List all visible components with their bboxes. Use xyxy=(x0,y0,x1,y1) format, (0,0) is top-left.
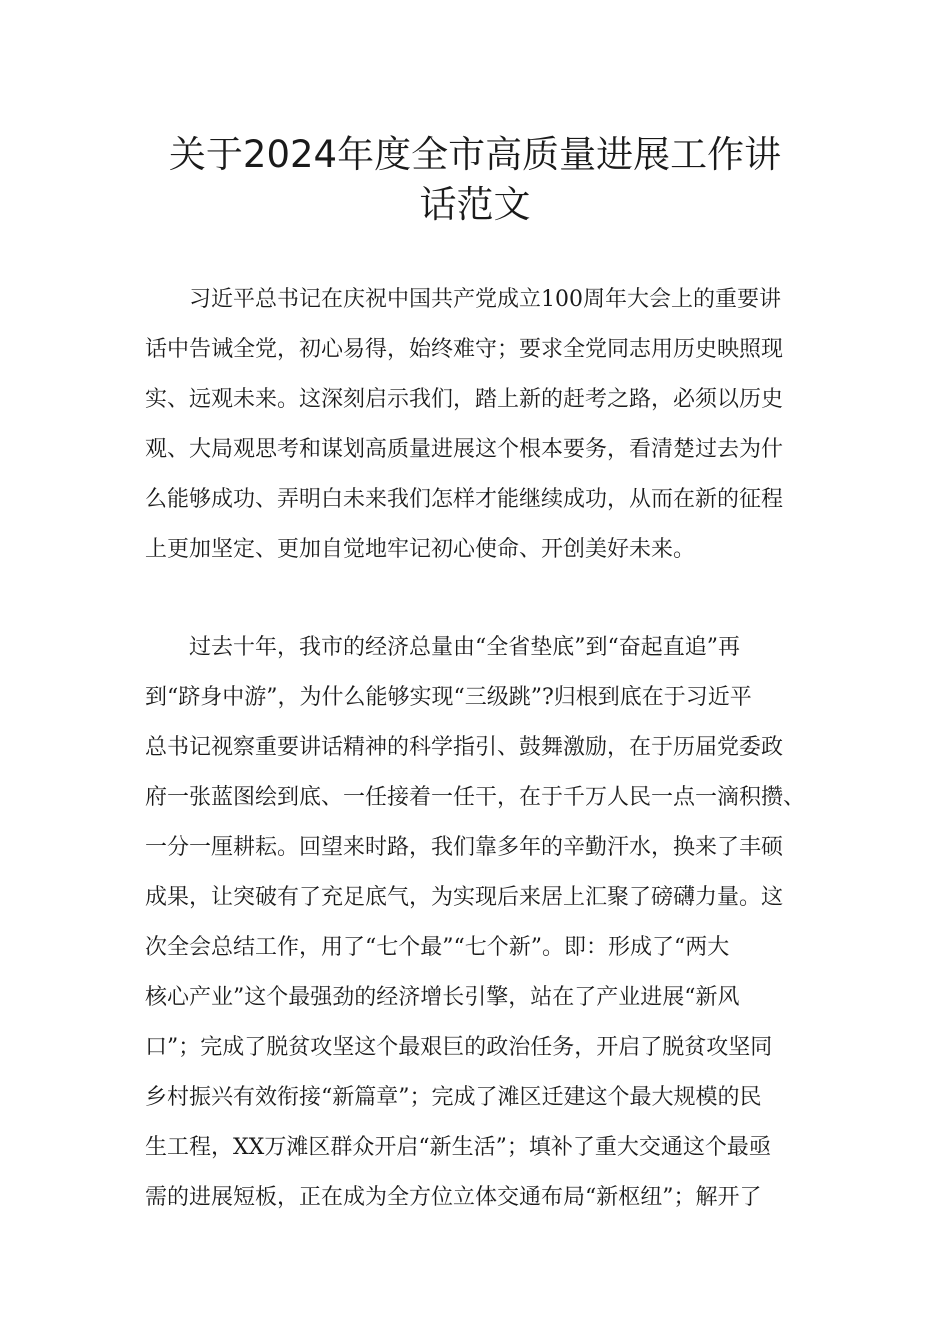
paragraph-1-line: 习近平总书记在庆祝中国共产党成立100周年大会上的重要讲 xyxy=(189,287,781,312)
paragraph-2-line: 生工程，XX万滩区群众开启“新生活”；填补了重大交通这个最亟 xyxy=(145,1135,771,1160)
paragraph-1-line: 实、远观未来。这深刻启示我们，踏上新的赶考之路，必须以历史 xyxy=(145,387,784,412)
document-title xyxy=(130,130,820,230)
paragraph-1-line: 观、大局观思考和谋划高质量进展这个根本要务，看清楚过去为什 xyxy=(145,437,784,462)
paragraph-2-line: 总书记视察重要讲话精神的科学指引、鼓舞激励，在于历届党委政 xyxy=(145,735,784,760)
paragraph-1-line: 话中告诫全党，初心易得，始终难守；要求全党同志用历史映照现 xyxy=(145,337,784,362)
paragraph-2-line: 过去十年，我市的经济总量由“全省垫底”到“奋起直追”再 xyxy=(189,635,740,660)
paragraph-2-line: 次全会总结工作，用了“七个最”“七个新”。即：形成了“两大 xyxy=(145,935,730,960)
title-line-1: 关于2024年度全市高质量进展工作讲 xyxy=(168,133,782,176)
paragraph-2-line: 府一张蓝图绘到底、一任接着一任干，在于千万人民一点一滴积攒、 xyxy=(145,785,806,810)
paragraph-2-line: 一分一厘耕耘。回望来时路，我们靠多年的辛勤汗水，换来了丰硕 xyxy=(145,835,784,860)
title-line-2: 话范文 xyxy=(419,183,531,226)
paragraph-2-line: 乡村振兴有效衔接“新篇章”；完成了滩区迁建这个最大规模的民 xyxy=(145,1085,762,1110)
paragraph-2-line: 口”；完成了脱贫攻坚这个最艰巨的政治任务，开启了脱贫攻坚同 xyxy=(145,1035,773,1060)
paragraph-2-line: 到“跻身中游”，为什么能够实现“三级跳”?归根到底在于习近平 xyxy=(145,685,752,710)
paragraph-1-line: 么能够成功、弄明白未来我们怎样才能继续成功，从而在新的征程 xyxy=(145,487,784,512)
paragraph-2-line: 核心产业”这个最强劲的经济增长引擎，站在了产业进展“新风 xyxy=(145,985,740,1010)
paragraph-2-line: 需的进展短板，正在成为全方位立体交通布局“新枢纽”；解开了 xyxy=(145,1185,762,1210)
paragraph-1-line: 上更加坚定、更加自觉地牢记初心使命、开创美好未来。 xyxy=(145,537,696,562)
paragraph-2-line: 成果，让突破有了充足底气，为实现后来居上汇聚了磅礴力量。这 xyxy=(145,885,784,910)
